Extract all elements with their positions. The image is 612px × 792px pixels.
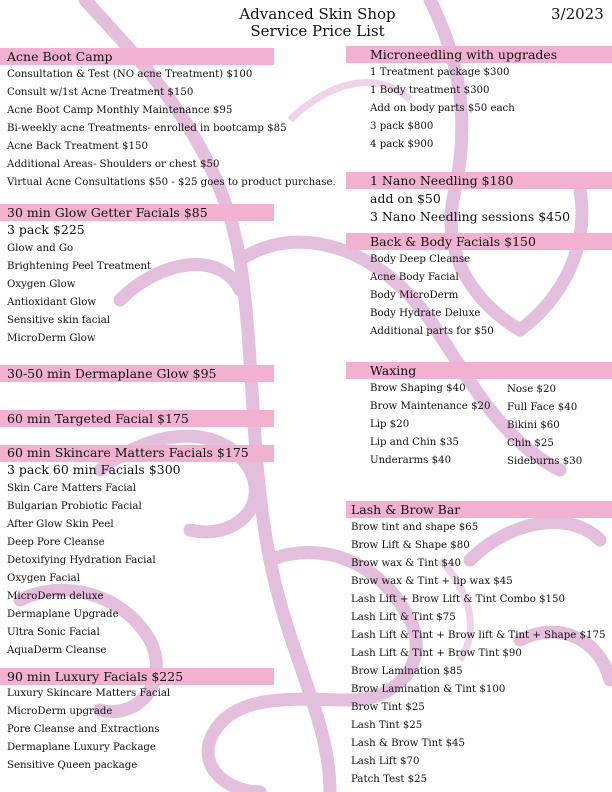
acne-boot-camp-list [7, 66, 336, 192]
list-item: Oxygen Facial [7, 573, 80, 584]
list-item: Dermaplane Luxury Package [7, 742, 156, 753]
list-item: Brow Shaping $40 [370, 383, 466, 394]
list-item: 1 Treatment package $300 [370, 67, 510, 78]
list-item: Sideburns $30 [507, 456, 583, 467]
back-body-list [370, 251, 494, 341]
list-item: Detoxifying Hydration Facial [7, 555, 156, 566]
list-item: Lash & Brow Tint $45 [351, 738, 466, 749]
nano-sessions: 3 Nano Needling sessions $450 [370, 209, 571, 224]
waxing-list-left [370, 380, 491, 470]
list-item: AquaDerm Cleanse [7, 645, 107, 656]
glow-getter-heading: 30 min Glow Getter Facials $85 [7, 205, 208, 220]
skincare-matters-heading: 60 min Skincare Matters Facials $175 [7, 445, 249, 460]
list-item: Lash Lift & Tint + Brow lift & Tint + Shape $175 [351, 630, 606, 641]
targeted-facial-heading: 60 min Targeted Facial $175 [7, 411, 189, 426]
list-item: Skin Care Matters Facial [7, 483, 137, 494]
list-item: Brow wax & Tint + lip wax $45 [351, 576, 513, 587]
list-item: Additional Areas- Shoulders or chest $50 [7, 159, 220, 170]
glow-getter-pack: 3 pack $225 [7, 222, 85, 237]
list-item: Full Face $40 [507, 402, 578, 413]
lash-brow-heading: Lash & Brow Bar [351, 502, 461, 517]
waxing-heading: Waxing [370, 363, 417, 378]
back-body-heading: Back & Body Facials $150 [370, 234, 536, 249]
list-item: Brightening Peel Treatment [7, 261, 152, 272]
list-item: Dermaplane Upgrade [7, 609, 119, 620]
nano-needling-heading: 1 Nano Needling $180 [370, 173, 514, 188]
microneedling-heading: Microneedling with upgrades [370, 47, 558, 62]
list-item: Nose $20 [507, 384, 556, 395]
list-item: Brow Lamination $85 [351, 666, 463, 677]
list-item: Bikini $60 [507, 420, 560, 431]
list-item: Brow Maintenance $20 [370, 401, 491, 412]
list-item: Brow Lift & Shape $80 [351, 540, 470, 551]
list-item: Lip $20 [370, 419, 410, 430]
list-item: Acne Body Facial [370, 272, 459, 283]
list-item: Patch Test $25 [351, 774, 428, 785]
list-item: Additional parts for $50 [370, 326, 494, 337]
list-item: 4 pack $900 [370, 139, 434, 150]
list-item: After Glow Skin Peel [7, 519, 114, 530]
list-item: Pore Cleanse and Extractions [7, 724, 160, 735]
date-label: 3/2023 [551, 5, 604, 23]
list-item: Glow and Go [7, 243, 74, 254]
list-item: Brow tint and shape $65 [351, 522, 479, 533]
glow-getter-list [7, 240, 151, 348]
list-item: Luxury Skincare Matters Facial [7, 688, 171, 699]
list-item: Body Hydrate Deluxe [370, 308, 481, 319]
list-item: Add on body parts $50 each [370, 103, 515, 114]
list-item: Oxygen Glow [7, 279, 76, 290]
list-item: Ultra Sonic Facial [7, 627, 100, 638]
list-item: Underarms $40 [370, 455, 452, 466]
list-item: MicroDerm deluxe [7, 591, 104, 602]
list-item: Consultation & Test (NO acne Treatment) $100 [7, 69, 253, 80]
list-item: 3 pack $800 [370, 121, 434, 132]
microneedling-list [370, 64, 515, 154]
list-item: Antioxidant Glow [7, 297, 97, 308]
list-item: Lash Lift & Tint + Brow Tint $90 [351, 648, 522, 659]
acne-boot-camp-heading: Acne Boot Camp [7, 49, 113, 64]
list-item: Body MicroDerm [370, 290, 459, 301]
list-item: MicroDerm upgrade [7, 706, 113, 717]
luxury-facials-list [7, 685, 170, 775]
list-item: Acne Back Treatment $150 [7, 141, 148, 152]
list-item: Sensitive Queen package [7, 760, 138, 771]
page-subtitle: Service Price List [250, 22, 385, 40]
list-item: Body Deep Cleanse [370, 254, 471, 265]
list-item: Acne Boot Camp Monthly Maintenance $95 [7, 105, 233, 116]
list-item: Lash Lift & Tint $75 [351, 612, 456, 623]
skincare-matters-list [7, 480, 156, 660]
list-item: Lash Lift + Brow Lift & Tint Combo $150 [351, 594, 566, 605]
list-item: 1 Body treatment $300 [370, 85, 490, 96]
waxing-list-right [507, 381, 582, 471]
nano-addon: add on $50 [370, 191, 441, 206]
list-item: Deep Pore Cleanse [7, 537, 105, 548]
list-item: Sensitive skin facial [7, 315, 111, 326]
list-item: Lash Tint $25 [351, 720, 423, 731]
list-item: Brow Lamination & Tint $100 [351, 684, 506, 695]
dermaplane-glow-heading: 30-50 min Dermaplane Glow $95 [7, 366, 217, 381]
list-item: Lip and Chin $35 [370, 437, 460, 448]
list-item: Bi-weekly acne Treatments- enrolled in bootcamp $85 [7, 123, 287, 134]
list-item: Virtual Acne Consultations $50 - $25 goes to product purchase. [7, 177, 336, 188]
lash-brow-list [351, 519, 605, 789]
list-item: Chin $25 [507, 438, 554, 449]
list-item: Brow Tint $25 [351, 702, 425, 713]
list-item: Bulgarian Probiotic Facial [7, 501, 142, 512]
skincare-matters-pack: 3 pack 60 min Facials $300 [7, 462, 181, 477]
luxury-facials-heading: 90 min Luxury Facials $225 [7, 669, 184, 684]
list-item: MicroDerm Glow [7, 333, 96, 344]
list-item: Brow wax & Tint $40 [351, 558, 461, 569]
list-item: Consult w/1st Acne Treatment $150 [7, 87, 194, 98]
page-title: Advanced Skin Shop [239, 5, 396, 23]
list-item: Lash Lift $70 [351, 756, 420, 767]
